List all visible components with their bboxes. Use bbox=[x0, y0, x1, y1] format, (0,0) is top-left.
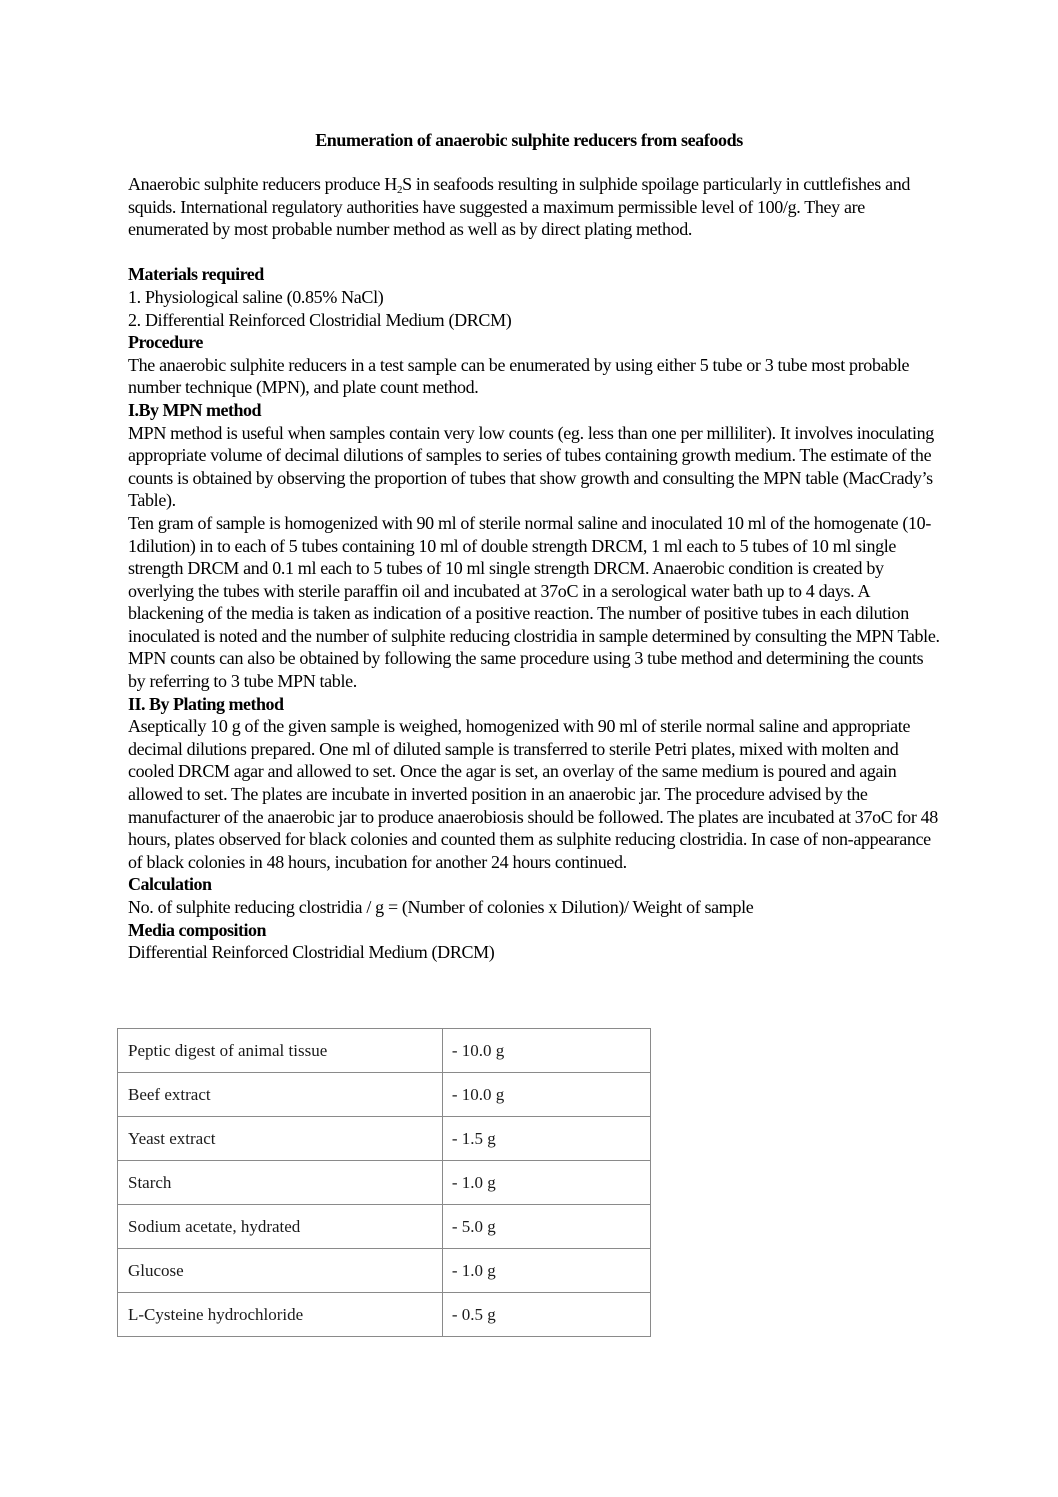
amount-cell: - 1.0 g bbox=[442, 1249, 650, 1293]
media-composition-heading: Media composition bbox=[128, 919, 266, 940]
mpn-paragraph-2: Ten gram of sample is homogenized with 90 ml of sterile normal saline and inoculated 10 ml of the homogenate (10-1dilution) in to each of 5 tubes containing 10 ml of double strength DRCM, 1 ml each to 5 tubes of 10 ml single strength DRCM and 0.1 ml each to 5 tubes of 10 ml single strength DRCM. Anaerobic condition is created by overlying the tubes with sterile paraffin oil and incubated at 37oC in a serological water bath up to 4 days. A blackening of the media is taken as indication of a positive reaction. The number of positive tubes in each dilution inoculated is noted and the number of sulphite reducing clostridia in sample determined by consulting the MPN Table. bbox=[128, 512, 940, 646]
mpn-paragraph-1: MPN method is useful when samples contain very low counts (eg. less than one per milliliter). It involves inoculating appropriate volume of decimal dilutions of samples to series of tubes containing growth medium. The estimate of the counts is obtained by observing the proportion of tubes that show growth and consulting the MPN table (MacCrady’s Table). bbox=[128, 422, 934, 511]
ingredient-cell: Yeast extract bbox=[118, 1117, 443, 1161]
ingredient-cell: Starch bbox=[118, 1161, 443, 1205]
plating-method-heading: II. By Plating method bbox=[128, 693, 284, 714]
table-row bbox=[118, 1073, 651, 1117]
intro-text-part2: S in seafoods resulting in sulphide spoilage particularly in cuttlefishes and squids. International regulatory authorities have suggested a maximum permissible level of 100/g. They are enumerated by most probable number method as well as by direct plating method. bbox=[128, 174, 911, 240]
table-row bbox=[118, 1293, 651, 1337]
media-composition-table bbox=[117, 1028, 651, 1337]
table-row bbox=[118, 1205, 651, 1249]
amount-cell: - 5.0 g bbox=[442, 1205, 650, 1249]
document-body bbox=[128, 173, 940, 964]
ingredient-cell: Peptic digest of animal tissue bbox=[118, 1029, 443, 1073]
table-row bbox=[118, 1117, 651, 1161]
table-row bbox=[118, 1249, 651, 1293]
amount-cell: - 10.0 g bbox=[442, 1029, 650, 1073]
media-composition-subheading: Differential Reinforced Clostridial Medium (DRCM) bbox=[128, 942, 495, 963]
materials-heading: Materials required bbox=[128, 264, 264, 285]
intro-text-part1: Anaerobic sulphite reducers produce H bbox=[128, 174, 397, 194]
calculation-formula: No. of sulphite reducing clostridia / g = (Number of colonies x Dilution)/ Weight of sample bbox=[128, 897, 754, 917]
procedure-heading: Procedure bbox=[128, 332, 203, 353]
ingredient-cell: Beef extract bbox=[118, 1073, 443, 1117]
materials-item-1: 1. Physiological saline (0.85% NaCl) bbox=[128, 286, 384, 307]
ingredient-cell: Glucose bbox=[118, 1249, 443, 1293]
calculation-heading: Calculation bbox=[128, 874, 212, 895]
table-row bbox=[118, 1161, 651, 1205]
mpn-paragraph-3: MPN counts can also be obtained by following the same procedure using 3 tube method and determining the counts by referring to 3 tube MPN table. bbox=[128, 648, 924, 692]
ingredient-cell: L-Cysteine hydrochloride bbox=[118, 1293, 443, 1337]
intro-paragraph bbox=[128, 173, 940, 241]
procedure-text: The anaerobic sulphite reducers in a test sample can be enumerated by using either 5 tube or 3 tube most probable number technique (MPN), and plate count method. bbox=[128, 354, 910, 398]
amount-cell: - 1.5 g bbox=[442, 1117, 650, 1161]
materials-item-2: 2. Differential Reinforced Clostridial Medium (DRCM) bbox=[128, 309, 512, 330]
amount-cell: - 10.0 g bbox=[442, 1073, 650, 1117]
mpn-method-heading: I.By MPN method bbox=[128, 399, 261, 420]
table-row bbox=[118, 1029, 651, 1073]
h2s-subscript: 2 bbox=[396, 184, 403, 196]
amount-cell: - 1.0 g bbox=[442, 1161, 650, 1205]
spacer bbox=[128, 241, 940, 264]
plating-method-text: Aseptically 10 g of the given sample is weighed, homogenized with 90 ml of sterile normal saline and appropriate decimal dilutions prepared. One ml of diluted sample is transferred to sterile Petri plates, mixed with molten and cooled DRCM agar and allowed to set. Once the agar is set, an overlay of the same medium is poured and again allowed to set. The plates are incubate in inverted position in an anaerobic jar. The procedure advised by the manufacturer of the anaerobic jar to produce anaerobiosis should be followed. The plates are incubated at 37oC for 48 hours, plates observed for black colonies and counted them as sulphite reducing clostridia. In case of non-appearance of black colonies in 48 hours, incubation for another 24 hours continued. bbox=[128, 716, 938, 872]
document-title: Enumeration of anaerobic sulphite reducers from seafoods bbox=[315, 130, 743, 150]
ingredient-cell: Sodium acetate, hydrated bbox=[118, 1205, 443, 1249]
amount-cell: - 0.5 g bbox=[442, 1293, 650, 1337]
